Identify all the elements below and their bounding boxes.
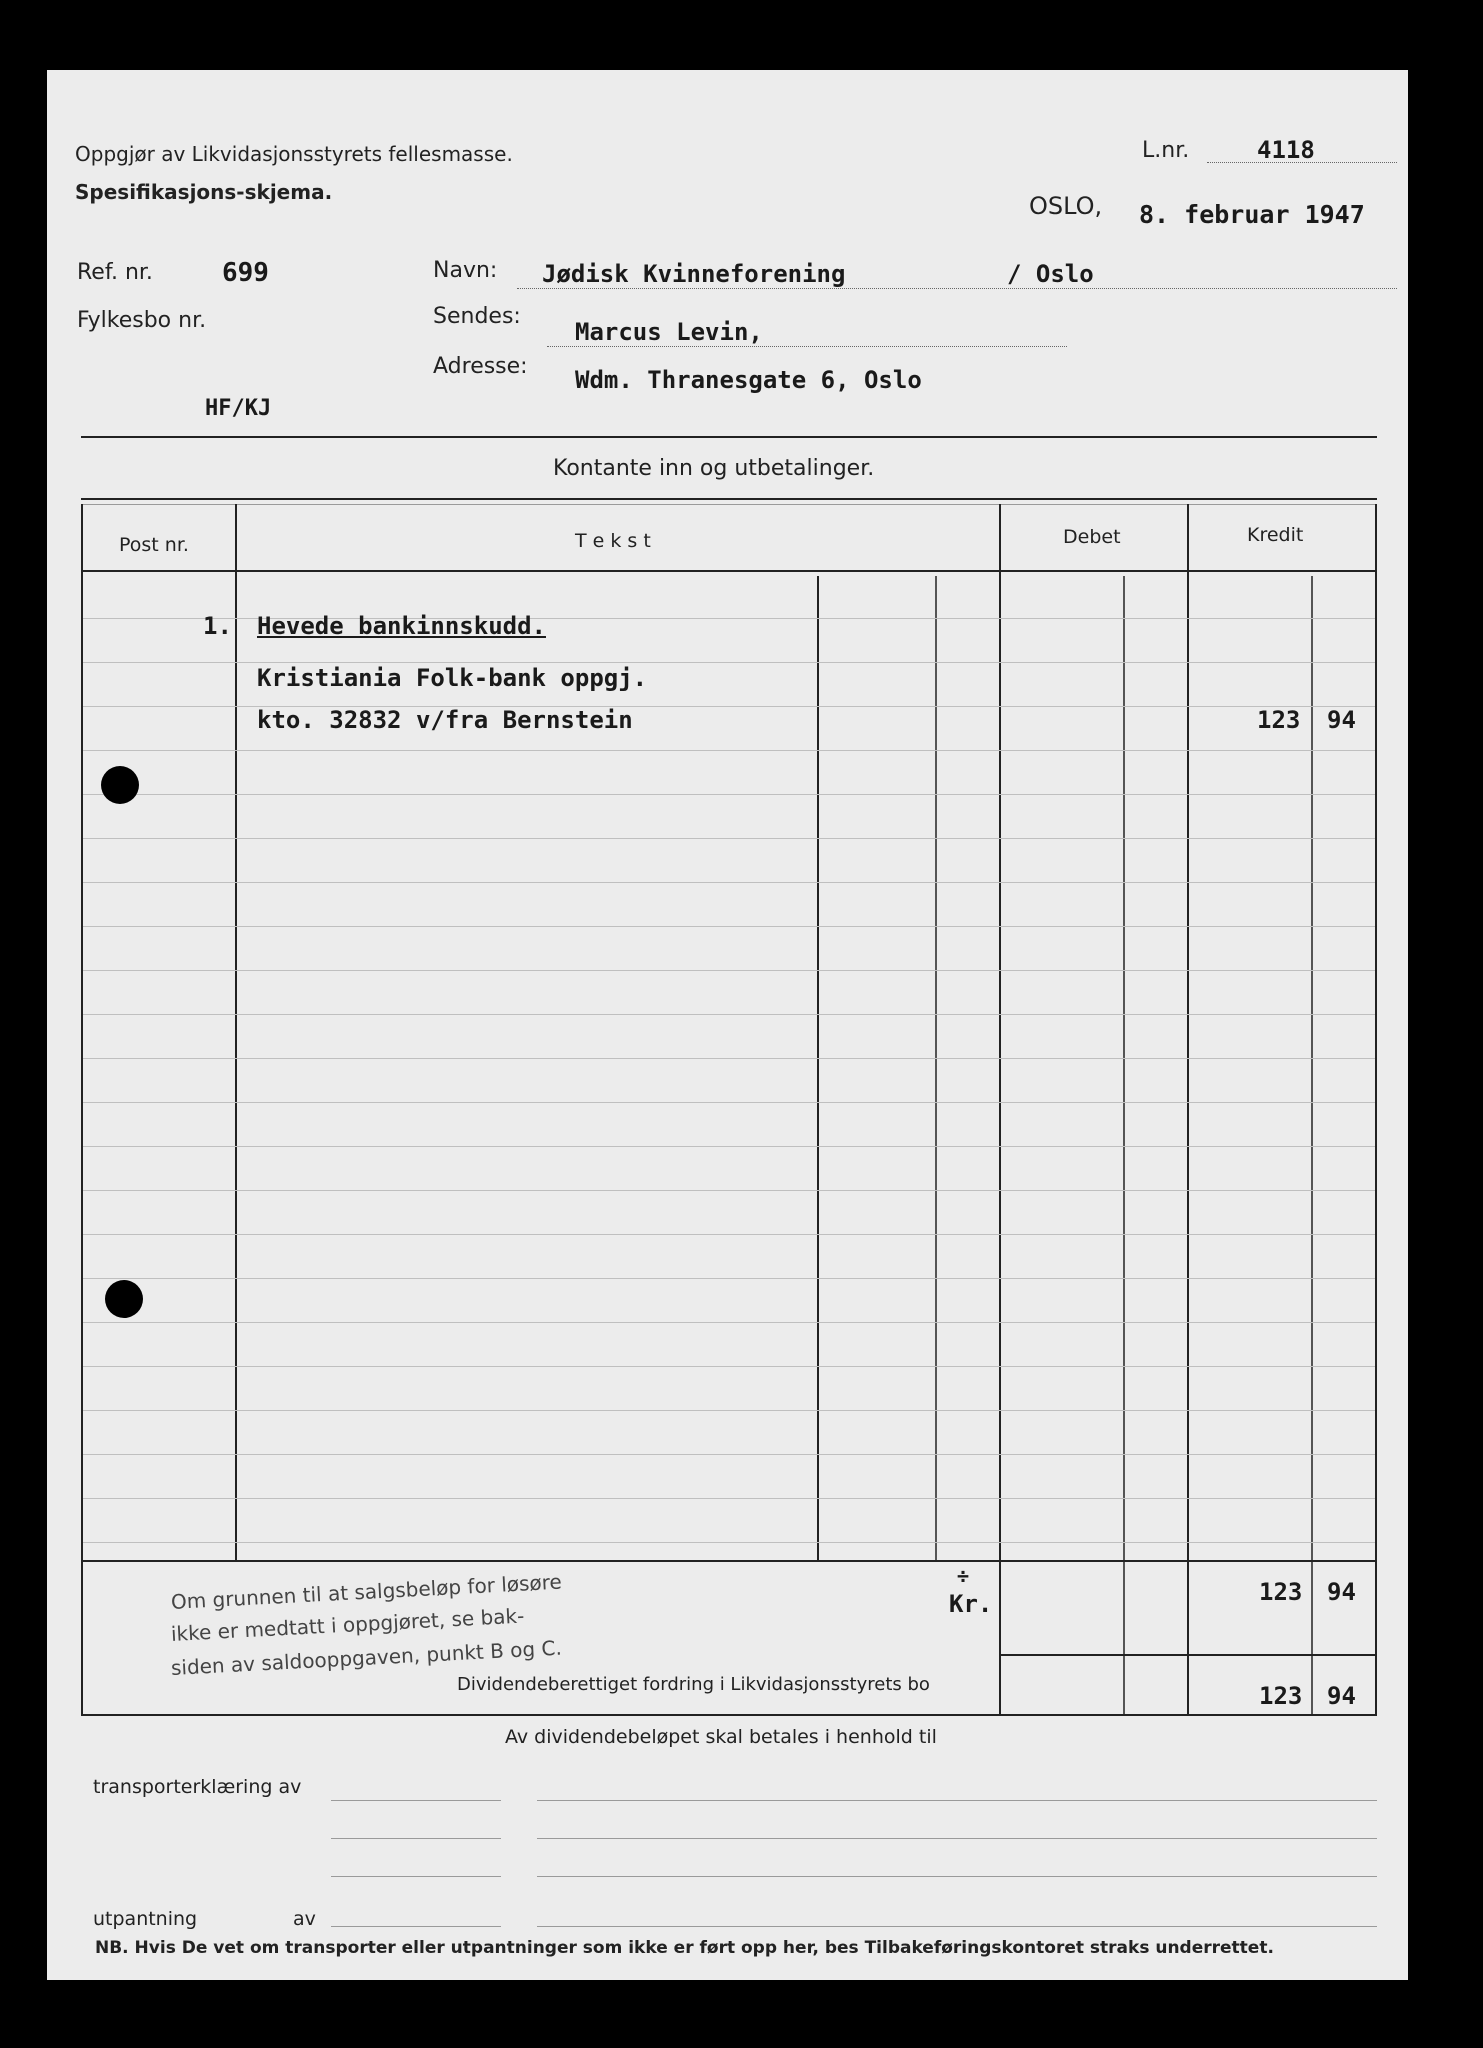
ruled-line xyxy=(83,1058,1375,1059)
initials: HF/KJ xyxy=(205,396,272,421)
ruled-line xyxy=(83,970,1375,971)
row-text-line3: kto. 32832 v/fra Bernstein xyxy=(257,706,633,734)
total-label: Kr. xyxy=(949,1590,993,1618)
place-label: OSLO, xyxy=(1029,192,1103,220)
ruled-line xyxy=(83,1498,1375,1499)
ref-value: 699 xyxy=(222,258,269,288)
lnr-value: 4118 xyxy=(1257,136,1315,164)
total-kredit-ore: 94 xyxy=(1327,1578,1356,1606)
col-header-post: Post nr. xyxy=(119,534,189,556)
form-subheading: Spesifikasjons-skjema. xyxy=(75,180,333,204)
blank-line-short xyxy=(331,1800,501,1801)
table-left-border xyxy=(81,504,83,1714)
ruled-line xyxy=(83,1146,1375,1147)
stamp-line-2: ikke er medtatt i oppgjøret, se bak- xyxy=(170,1603,525,1646)
blank-line-long xyxy=(537,1800,1377,1801)
form-heading: Oppgjør av Likvidasjonsstyrets fellesmasse. xyxy=(75,142,513,166)
ruled-line xyxy=(83,1410,1375,1411)
ruled-line xyxy=(83,1278,1375,1279)
ruled-line xyxy=(83,1322,1375,1323)
sendes-underline xyxy=(547,346,1067,347)
blank-line-long xyxy=(537,1876,1377,1877)
fylkesbo-label: Fylkesbo nr. xyxy=(77,308,207,333)
dividend-kroner: 123 xyxy=(1259,1682,1303,1710)
blank-line-long xyxy=(537,1838,1377,1839)
header-bottom-rule xyxy=(81,570,1377,572)
ruled-line xyxy=(83,794,1375,795)
ruled-line xyxy=(83,1234,1375,1235)
sendes-label: Sendes: xyxy=(433,304,521,329)
table-top-rule xyxy=(81,498,1377,500)
tekst-inner-divider-1 xyxy=(817,576,819,1560)
table-right-border xyxy=(1375,504,1377,1714)
col-header-kredit: Kredit xyxy=(1247,524,1304,546)
form-sheet xyxy=(47,70,1408,1980)
dividend-label: Dividendeberettiget fordring i Likvidasjonsstyrets bo xyxy=(457,1674,930,1695)
stamp-line-1: Om grunnen til at salgsbeløp for løsøre xyxy=(170,1569,563,1614)
debet-ore-divider xyxy=(1123,576,1125,1714)
ruled-line xyxy=(83,1542,1375,1543)
total-mark: ÷ xyxy=(957,1564,970,1588)
row-kredit-kroner: 123 xyxy=(1257,706,1301,734)
navn-value: Jødisk Kvinneforening xyxy=(542,260,846,288)
dividend-top-rule xyxy=(999,1654,1377,1656)
ruled-line xyxy=(83,1454,1375,1455)
kredit-ore-divider xyxy=(1311,576,1313,1714)
blank-line-long xyxy=(537,1926,1377,1927)
ruled-line xyxy=(83,662,1375,663)
document-date: 8. februar 1947 xyxy=(1139,200,1365,229)
sendes-value: Marcus Levin, xyxy=(575,318,763,346)
totals-top-rule xyxy=(81,1560,1377,1562)
blank-line-short xyxy=(331,1876,501,1877)
ruled-line xyxy=(83,838,1375,839)
ruled-line xyxy=(83,882,1375,883)
tekst-inner-divider-2 xyxy=(935,576,937,1560)
navn-underline xyxy=(517,288,1397,289)
title-top-rule xyxy=(81,436,1377,438)
table-top-rule-2 xyxy=(81,504,1377,505)
totals-bottom-rule xyxy=(81,1714,1377,1716)
transport-label: transporterklæring av xyxy=(93,1776,302,1798)
ruled-line xyxy=(83,1014,1375,1015)
footer-intro: Av dividendebeløpet skal betales i henhold til xyxy=(505,1726,937,1748)
kredit-column-left xyxy=(1187,504,1189,1714)
ruled-line xyxy=(83,1190,1375,1191)
row-text-line2: Kristiania Folk-bank oppgj. xyxy=(257,664,648,692)
row-text-line1: Hevede bankinnskudd. xyxy=(257,612,546,640)
ruled-line xyxy=(83,1366,1375,1367)
debet-column-left xyxy=(999,504,1001,1714)
lnr-label: L.nr. xyxy=(1142,138,1190,163)
navn-city: / Oslo xyxy=(1007,260,1094,288)
adresse-label: Adresse: xyxy=(433,354,528,379)
punch-hole-upper xyxy=(101,766,139,804)
stamp-line-3: siden av saldooppgaven, punkt B og C. xyxy=(170,1635,563,1680)
blank-line-short xyxy=(331,1838,501,1839)
total-kredit-kroner: 123 xyxy=(1259,1578,1303,1606)
punch-hole-lower xyxy=(105,1280,143,1318)
col-header-debet: Debet xyxy=(1063,526,1121,548)
row-post-number: 1. xyxy=(203,612,232,640)
utpantning-label: utpantning xyxy=(93,1908,198,1930)
nb-note: NB. Hvis De vet om transporter eller utpantninger som ikke er ført opp her, bes Tilbakeføringskontoret straks underrettet. xyxy=(95,1938,1274,1958)
ruled-line xyxy=(83,750,1375,751)
navn-label: Navn: xyxy=(433,258,498,283)
utpantning-av-label: av xyxy=(293,1908,316,1930)
adresse-value: Wdm. Thranesgate 6, Oslo xyxy=(575,366,922,394)
ruled-line xyxy=(83,1102,1375,1103)
ref-label: Ref. nr. xyxy=(77,260,153,285)
ruled-line xyxy=(83,926,1375,927)
dividend-ore: 94 xyxy=(1327,1682,1356,1710)
row-kredit-ore: 94 xyxy=(1327,706,1356,734)
col-header-tekst: T e k s t xyxy=(575,530,651,552)
table-title: Kontante inn og utbetalinger. xyxy=(553,456,875,481)
blank-line-short xyxy=(331,1926,501,1927)
